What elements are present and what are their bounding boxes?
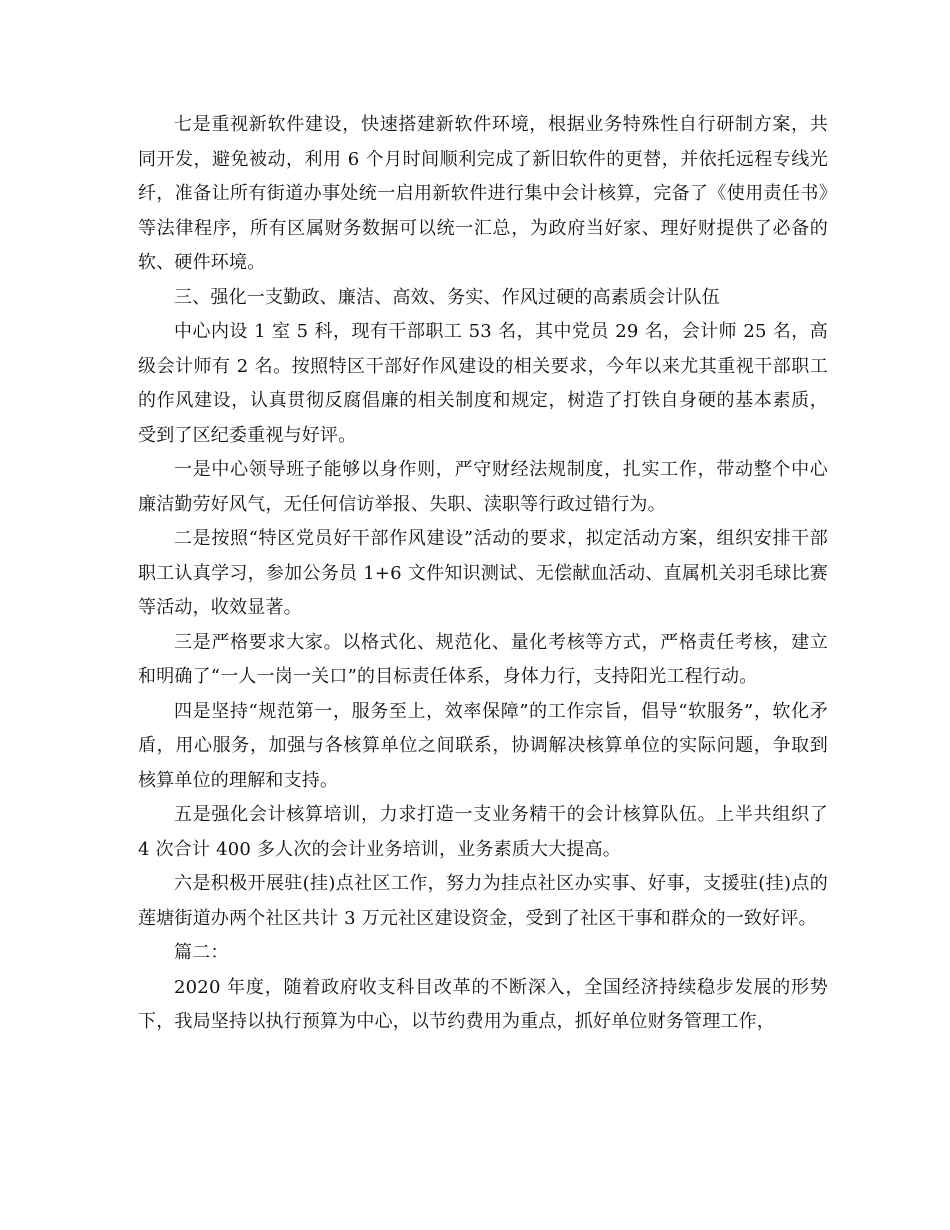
paragraph-center-staff: 中心内设 1 室 5 科，现有干部职工 53 名，其中党员 29 名，会计师 25 名，高级会计师有 2 名。按照特区干部好作风建设的相关要求，今年以来尤其重视干部职工的作风建设，认真贯彻反腐倡廉的相关制度和规定，树造了打铁自身硬的基本素质，受到了区纪委重视与好评。 xyxy=(138,321,828,446)
paragraph-party-activities: 二是按照“特区党员好干部作风建设”活动的要求，拟定活动方案，组织安排干部职工认真学习，参加公务员 1+6 文件知识测试、无偿献血活动、直属机关羽毛球比赛等活动，收效显著。 xyxy=(138,528,828,618)
paragraph-community-work: 六是积极开展驻(挂)点社区工作，努力为挂点社区办实事、好事，支援驻(挂)点的莲塘街道办两个社区共计 3 万元社区建设资金，受到了社区干事和群众的一致好评。 xyxy=(138,873,828,929)
section-heading-accounting-team: 三、强化一支勤政、廉洁、高效、务实、作风过硬的高素质会计队伍 xyxy=(174,286,720,308)
paragraph-strict-requirements: 三是严格要求大家。以格式化、规范化、量化考核等方式，严格责任考核，建立和明确了“一人一岗一关口”的目标责任体系，身体力行，支持阳光工程行动。 xyxy=(138,631,828,687)
document-body xyxy=(138,108,828,1040)
paragraph-accounting-training: 五是强化会计核算培训，力求打造一支业务精干的会计核算队伍。上半共组织了 4 次合计 400 多人次的会计业务培训，业务素质大大提高。 xyxy=(138,804,828,860)
paragraph-service-principle: 四是坚持“规范第一，服务至上，效率保障”的工作宗旨，倡导“软服务”，软化矛盾，用心服务，加强与各核算单位之间联系，协调解决核算单位的实际问题，争取到核算单位的理解和支持。 xyxy=(138,700,828,791)
paragraph-leadership-example: 一是中心领导班子能够以身作则，严守财经法规制度，扎实工作，带动整个中心廉洁勤劳好风气，无任何信访举报、失职、渎职等行政过错行为。 xyxy=(138,459,828,515)
part-two-heading: 篇二： xyxy=(174,942,229,963)
paragraph-2020-overview: 2020 年度，随着政府收支科目改革的不断深入，全国经济持续稳步发展的形势下，我局坚持以执行预算为中心，以节约费用为重点，抓好单位财务管理工作， xyxy=(138,976,828,1032)
paragraph-software-construction: 七是重视新软件建设，快速搭建新软件环境，根据业务特殊性自行研制方案，共同开发，避免被动，利用 6 个月时间顺利完成了新旧软件的更替，并依托远程专线光纤，准备让所有街道办事处统一启用新软件进行集中会计核算，完备了《使用责任书》等法律程序，所有区属财务数据可以统一汇总，为政府当好家、理好财提供了必备的软、硬件环境。 xyxy=(138,114,828,273)
